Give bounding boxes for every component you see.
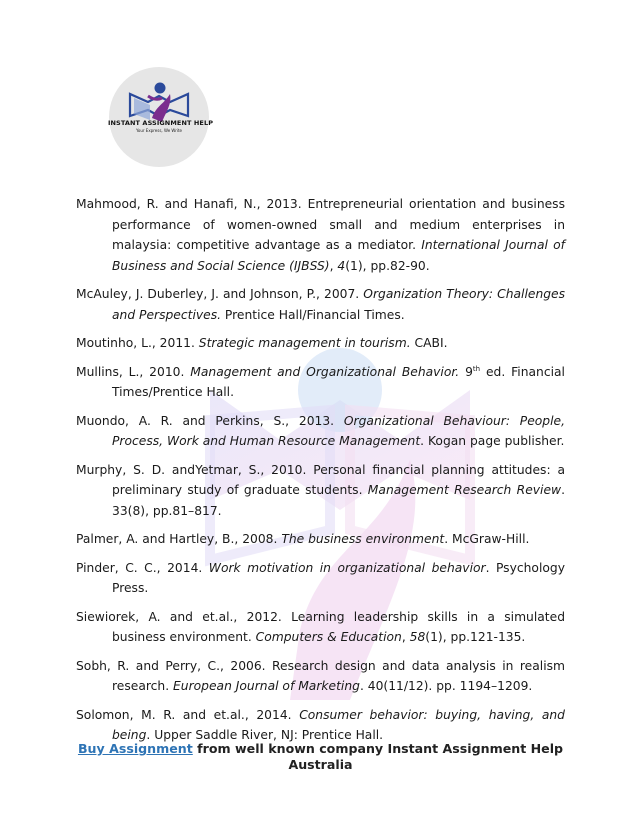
footer-text: from well known company Instant Assignment Help Australia <box>192 741 564 772</box>
logo-text <box>108 119 214 133</box>
reference-item: Murphy, S. D. andYetmar, S., 2010. Personal financial planning attitudes: a preliminary study of graduate students. Management Research Review. 33(8), pp.81–817. <box>76 462 565 518</box>
buy-assignment-link[interactable]: Buy Assignment <box>77 741 193 756</box>
reference-item: Pinder, C. C., 2014. Work motivation in organizational behavior. Psychology Press. <box>76 560 565 595</box>
reference-item: Mullins, L., 2010. Management and Organizational Behavior. 9th ed. Financial Times/Prentice Hall. <box>76 364 565 399</box>
reference-item: Sobh, R. and Perry, C., 2006. Research design and data analysis in realism research. European Journal of Marketing. 40(11/12). pp. 1194–1209. <box>76 658 566 693</box>
reference-item: Siewiorek, A. and et.al., 2012. Learning leadership skills in a simulated business environment. Computers & Education, 58(1), pp.121-135. <box>76 609 565 644</box>
reference-item: McAuley, J. Duberley, J. and Johnson, P., 2007. Organization Theory: Challenges and Perspectives. Prentice Hall/Financial Times. <box>76 287 566 322</box>
footer-banner <box>76 741 565 773</box>
reference-item: Muondo, A. R. and Perkins, S., 2013. Organizational Behaviour: People, Process, Work and Human Resource Management. Kogan page publisher. <box>76 413 565 448</box>
reference-item: Moutinho, L., 2011. Strategic management in tourism. CABI. <box>76 336 448 350</box>
reference-item: Solomon, M. R. and et.al., 2014. Consumer behavior: buying, having, and being. Upper Saddle River, NJ: Prentice Hall. <box>76 707 565 742</box>
reference-list <box>76 194 565 754</box>
logo-tagline: Your Express, We Write <box>136 128 182 133</box>
company-logo <box>108 66 214 168</box>
logo-name: INSTANT ASSIGNMENT HELP <box>108 119 214 127</box>
reference-item: Palmer, A. and Hartley, B., 2008. The business environment. McGraw-Hill. <box>76 532 530 546</box>
reference-item: Mahmood, R. and Hanafi, N., 2013. Entrepreneurial orientation and business performance of women-owned small and medium enterprises in malaysia: competitive advantage as a mediator. International Journal of Business and Social Science (IJBSS), 4(1), pp.82-90. <box>76 197 565 273</box>
